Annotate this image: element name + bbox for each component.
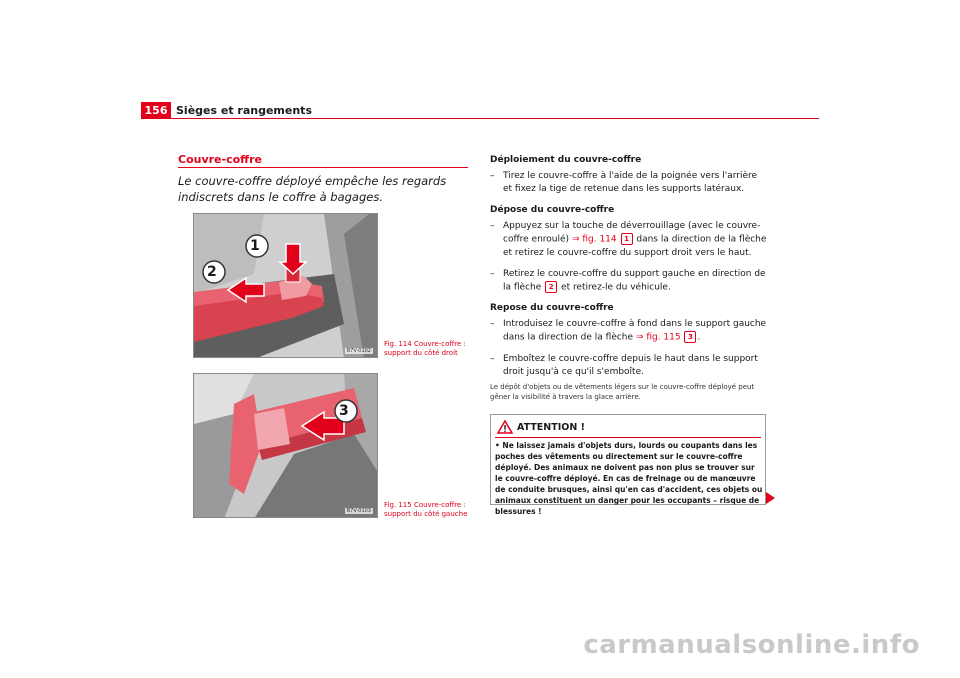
caption-line: support du côté gauche (384, 510, 468, 518)
figure-code: B7V-0103 (346, 508, 371, 514)
continue-arrow-icon (766, 492, 775, 504)
page-number: 156 (141, 102, 171, 119)
step-text: . (697, 332, 701, 343)
dash: – (490, 319, 495, 329)
step-text: Appuyez sur la touche de déverrouillage (avec le couvre-coffre enroulé) (503, 221, 761, 245)
section-intro: Le couvre-coffre déployé empêche les regards indiscrets dans le coffre à bagages. (178, 174, 447, 204)
marker-ref-2: 2 (545, 281, 557, 293)
watermark: carmanualsonline.info (583, 630, 920, 660)
warning-box (490, 414, 766, 516)
figure-114-illustration (194, 214, 378, 358)
dash: – (490, 353, 495, 364)
install-step-2 (490, 353, 768, 379)
step-text: Introduisez le couvre-coffre à fond dans le support gauche dans la direction de la flèche (503, 319, 767, 343)
instructions-column (490, 154, 768, 379)
install-step-1 (490, 318, 768, 345)
dash: – (490, 268, 495, 279)
figure-115-image (193, 373, 378, 518)
marker-2: 2 (207, 264, 217, 280)
deploy-heading: Déploiement du couvre-coffre (490, 155, 642, 165)
warning-text (495, 440, 763, 517)
caption-line: Fig. 114 Couvre-coffre : (384, 340, 466, 348)
dash: – (490, 221, 495, 231)
bullet: • (495, 441, 500, 450)
running-title: Sièges et rangements (176, 104, 312, 117)
figure-115-illustration (194, 374, 378, 518)
warning-triangle-icon (497, 420, 513, 434)
figure-114-image (193, 213, 378, 358)
deploy-step-1 (490, 170, 768, 196)
figure-115-link[interactable]: ⇒ fig. 115 (635, 332, 681, 343)
section-title: Couvre-coffre (178, 153, 262, 166)
warning-divider (495, 437, 761, 438)
step-text: Tirez le couvre-coffre à l'aide de la poignée vers l'arrière et fixez la tige de retenue dans les supports latéraux. (503, 171, 758, 194)
step-text: dans la direction de la flèche et retirez le couvre-coffre du support droit vers le haut. (503, 234, 767, 258)
figure-114-caption (384, 340, 474, 358)
figure-code: B7V-0102 (346, 348, 371, 354)
header-divider (171, 118, 819, 119)
step-text: Emboîtez le couvre-coffre depuis le haut dans le support droit jusqu'à ce qu'il s'emboîte. (503, 353, 758, 377)
caption-line: Fig. 115 Couvre-coffre : (384, 501, 466, 509)
step-text: Retirez le couvre-coffre du support gauche en direction de la flèche (503, 268, 766, 292)
install-heading: Repose du couvre-coffre (490, 303, 614, 313)
warning-body: Ne laissez jamais d'objets durs, lourds ou coupants dans les poches des vêtements ou directement sur le couvre-coffre déployé. Des animaux ne doivent pas non plus se trouver sur le couvre-coffre déployé. En cas de freinage ou de manœuvre de conduite brusques, ainsi qu'en cas d'accident, ces objets ou animaux constituent un danger pour les occupants – risque de blessures ! (495, 441, 763, 516)
marker-ref-1: 1 (621, 233, 633, 245)
marker-1: 1 (250, 238, 260, 254)
warning-title: ATTENTION ! (517, 422, 585, 433)
remove-heading: Dépose du couvre-coffre (490, 205, 615, 215)
remove-step-2 (490, 268, 768, 295)
dash: – (490, 171, 495, 181)
figure-115-caption (384, 501, 474, 519)
marker-3: 3 (339, 403, 349, 419)
step-text: et retirez-le du véhicule. (561, 282, 671, 292)
remove-step-1 (490, 220, 768, 260)
info-note: Le dépôt d'objets ou de vêtements légers sur le couvre-coffre déployé peut gêner la visibilité à travers la glace arrière. (490, 383, 755, 401)
figure-114-link[interactable]: ⇒ fig. 114 (571, 234, 617, 245)
marker-ref-3: 3 (684, 331, 696, 343)
caption-line: support du côté droit (384, 349, 458, 357)
section-divider (178, 167, 468, 168)
